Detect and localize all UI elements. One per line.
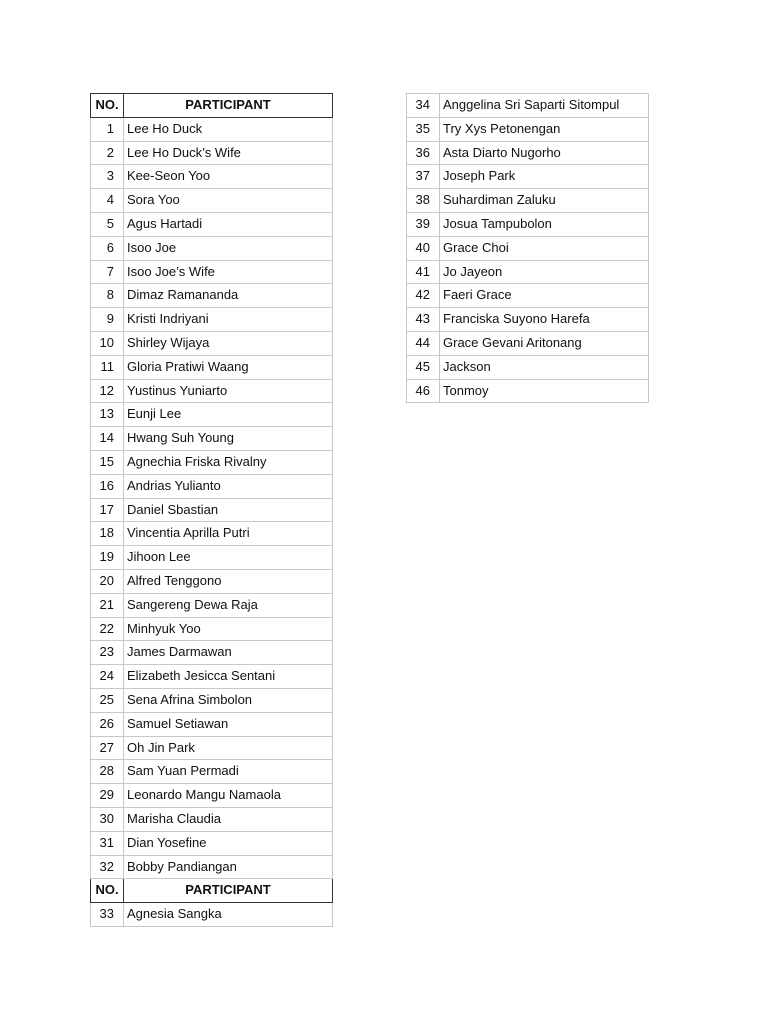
row-number: 20 [91, 569, 124, 593]
participant-name: Sangereng Dewa Raja [124, 593, 333, 617]
participant-name: Try Xys Petonengan [440, 117, 649, 141]
row-number: 36 [407, 141, 440, 165]
table-header-row [91, 94, 333, 118]
participant-name: Shirley Wijaya [124, 331, 333, 355]
table-row [91, 403, 333, 427]
participant-name: Agnechia Friska Rivalny [124, 450, 333, 474]
participant-rows-left-continued [91, 903, 333, 927]
header-participant: PARTICIPANT [124, 879, 333, 903]
participant-name: Samuel Setiawan [124, 712, 333, 736]
participant-name: Leonardo Mangu Namaola [124, 784, 333, 808]
table-row [91, 855, 333, 879]
participant-name: Asta Diarto Nugorho [440, 141, 649, 165]
participant-rows-right [407, 94, 649, 403]
participant-name: Sora Yoo [124, 189, 333, 213]
table-row [91, 665, 333, 689]
participant-name: Oh Jin Park [124, 736, 333, 760]
row-number: 28 [91, 760, 124, 784]
header-no: NO. [91, 879, 124, 903]
row-number: 10 [91, 331, 124, 355]
participant-name: Andrias Yulianto [124, 474, 333, 498]
participant-name: Jihoon Lee [124, 546, 333, 570]
participant-name: Josua Tampubolon [440, 212, 649, 236]
row-number: 13 [91, 403, 124, 427]
table-row [91, 236, 333, 260]
participant-name: Jackson [440, 355, 649, 379]
row-number: 30 [91, 807, 124, 831]
participant-name: Jo Jayeon [440, 260, 649, 284]
participant-name: Alfred Tenggono [124, 569, 333, 593]
table-row [91, 379, 333, 403]
table-row [91, 546, 333, 570]
row-number: 22 [91, 617, 124, 641]
row-number: 45 [407, 355, 440, 379]
table-row [91, 569, 333, 593]
participant-rows-left [91, 117, 333, 879]
row-number: 43 [407, 308, 440, 332]
table-row [91, 688, 333, 712]
table-row [91, 474, 333, 498]
row-number: 35 [407, 117, 440, 141]
row-number: 3 [91, 165, 124, 189]
row-number: 44 [407, 331, 440, 355]
table-row [91, 498, 333, 522]
participant-name: Sena Afrina Simbolon [124, 688, 333, 712]
table-row [407, 94, 649, 118]
table-row [91, 712, 333, 736]
participant-name: Kristi Indriyani [124, 308, 333, 332]
participant-name: Hwang Suh Young [124, 427, 333, 451]
participant-name: Marisha Claudia [124, 807, 333, 831]
table-row [91, 165, 333, 189]
row-number: 11 [91, 355, 124, 379]
row-number: 40 [407, 236, 440, 260]
participant-name: Lee Ho Duck [124, 117, 333, 141]
participant-name: Joseph Park [440, 165, 649, 189]
row-number: 5 [91, 212, 124, 236]
participant-name: Tonmoy [440, 379, 649, 403]
table-row [407, 165, 649, 189]
participant-name: Agnesia Sangka [124, 903, 333, 927]
row-number: 18 [91, 522, 124, 546]
participant-name: James Darmawan [124, 641, 333, 665]
table-row [91, 617, 333, 641]
participant-name: Grace Choi [440, 236, 649, 260]
table-row [91, 807, 333, 831]
row-number: 38 [407, 189, 440, 213]
table-row [407, 331, 649, 355]
table-row [407, 260, 649, 284]
participant-name: Sam Yuan Permadi [124, 760, 333, 784]
header-participant: PARTICIPANT [124, 94, 333, 118]
table-row [407, 212, 649, 236]
participant-name: Grace Gevani Aritonang [440, 331, 649, 355]
row-number: 25 [91, 688, 124, 712]
table-row [91, 141, 333, 165]
row-number: 4 [91, 189, 124, 213]
row-number: 24 [91, 665, 124, 689]
row-number: 37 [407, 165, 440, 189]
table-row [91, 831, 333, 855]
participant-name: Minhyuk Yoo [124, 617, 333, 641]
participant-name: Agus Hartadi [124, 212, 333, 236]
row-number: 39 [407, 212, 440, 236]
table-row [91, 212, 333, 236]
table-header-row-repeat [91, 879, 333, 903]
row-number: 19 [91, 546, 124, 570]
participant-table-left [90, 93, 333, 927]
row-number: 23 [91, 641, 124, 665]
row-number: 12 [91, 379, 124, 403]
row-number: 2 [91, 141, 124, 165]
table-row [91, 427, 333, 451]
participant-name: Gloria Pratiwi Waang [124, 355, 333, 379]
table-row [91, 760, 333, 784]
participant-name: Elizabeth Jesicca Sentani [124, 665, 333, 689]
table-row [407, 379, 649, 403]
row-number: 46 [407, 379, 440, 403]
row-number: 6 [91, 236, 124, 260]
participant-name: Lee Ho Duck’s Wife [124, 141, 333, 165]
table-row [407, 189, 649, 213]
table-row [91, 522, 333, 546]
participant-name: Faeri Grace [440, 284, 649, 308]
row-number: 33 [91, 903, 124, 927]
table-row [91, 641, 333, 665]
table-row [407, 117, 649, 141]
table-row [407, 236, 649, 260]
row-number: 21 [91, 593, 124, 617]
row-number: 31 [91, 831, 124, 855]
table-row [91, 260, 333, 284]
table-row [407, 284, 649, 308]
row-number: 9 [91, 308, 124, 332]
row-number: 8 [91, 284, 124, 308]
table-row [91, 355, 333, 379]
participant-name: Dimaz Ramananda [124, 284, 333, 308]
table-row [407, 308, 649, 332]
table-row [407, 355, 649, 379]
table-row [91, 736, 333, 760]
row-number: 41 [407, 260, 440, 284]
participant-name: Franciska Suyono Harefa [440, 308, 649, 332]
participant-name: Isoo Joe [124, 236, 333, 260]
row-number: 32 [91, 855, 124, 879]
row-number: 26 [91, 712, 124, 736]
row-number: 29 [91, 784, 124, 808]
row-number: 34 [407, 94, 440, 118]
row-number: 27 [91, 736, 124, 760]
table-row [91, 450, 333, 474]
row-number: 15 [91, 450, 124, 474]
participant-name: Suhardiman Zaluku [440, 189, 649, 213]
row-number: 16 [91, 474, 124, 498]
row-number: 14 [91, 427, 124, 451]
participant-name: Anggelina Sri Saparti Sitompul [440, 94, 649, 118]
table-row [91, 593, 333, 617]
table-row [91, 784, 333, 808]
table-row [91, 117, 333, 141]
participant-name: Yustinus Yuniarto [124, 379, 333, 403]
row-number: 7 [91, 260, 124, 284]
participant-name: Dian Yosefine [124, 831, 333, 855]
participant-name: Isoo Joe’s Wife [124, 260, 333, 284]
table-row [91, 284, 333, 308]
participant-name: Eunji Lee [124, 403, 333, 427]
table-row [91, 308, 333, 332]
table-row [91, 189, 333, 213]
participant-table-right [406, 93, 649, 403]
row-number: 1 [91, 117, 124, 141]
table-row [91, 903, 333, 927]
row-number: 17 [91, 498, 124, 522]
header-no: NO. [91, 94, 124, 118]
table-row [91, 331, 333, 355]
participant-name: Vincentia Aprilla Putri [124, 522, 333, 546]
participant-name: Kee-Seon Yoo [124, 165, 333, 189]
participant-name: Bobby Pandiangan [124, 855, 333, 879]
participant-name: Daniel Sbastian [124, 498, 333, 522]
row-number: 42 [407, 284, 440, 308]
table-row [407, 141, 649, 165]
